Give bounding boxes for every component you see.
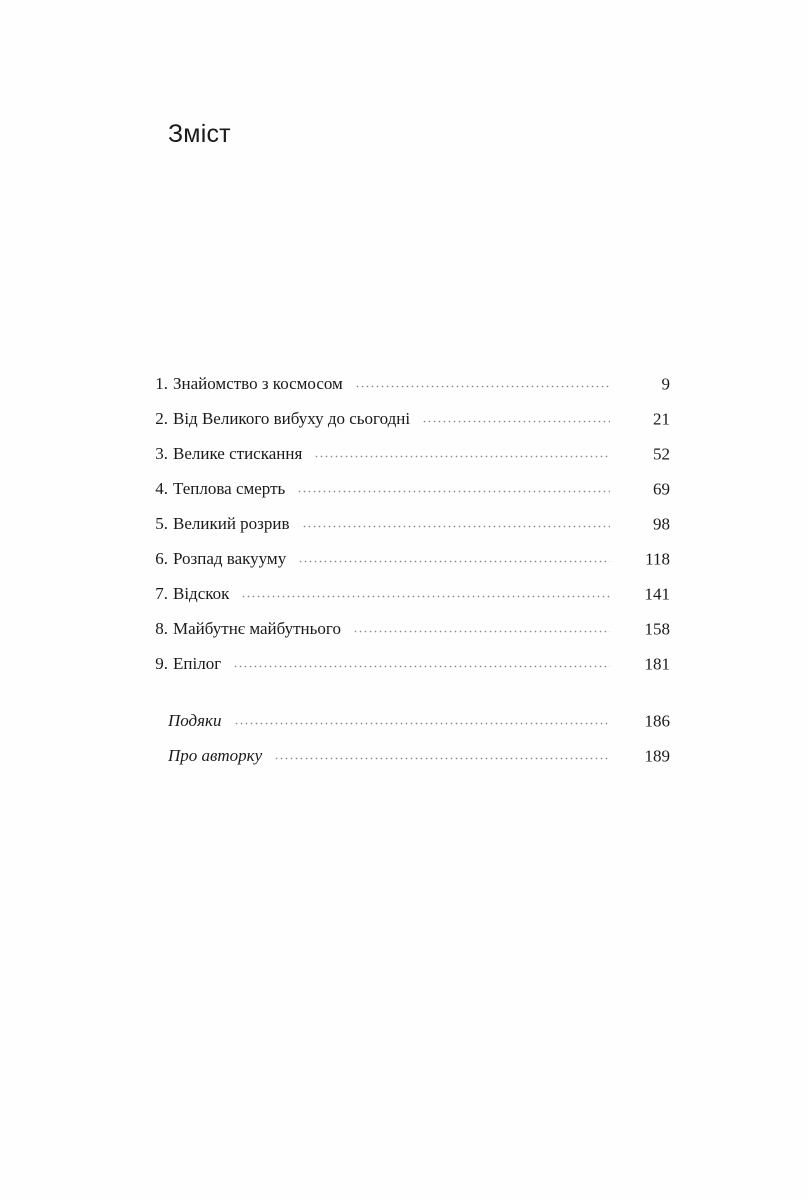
toc-row-6 bbox=[142, 541, 670, 576]
toc-row-about-author bbox=[142, 738, 670, 773]
page-number: 9 bbox=[661, 374, 670, 393]
chapter-title: Знайомство з космосом bbox=[173, 374, 343, 393]
chapter-number: 9. bbox=[155, 654, 168, 673]
toc-row-1 bbox=[142, 366, 670, 401]
page-number: 158 bbox=[644, 619, 670, 638]
section-spacer bbox=[142, 681, 670, 703]
dot-leader bbox=[298, 560, 610, 563]
toc-row-8 bbox=[142, 611, 670, 646]
toc-row-4 bbox=[142, 471, 670, 506]
section-title: Про авторку bbox=[168, 746, 263, 765]
chapter-title: Від Великого вибуху до сьогодні bbox=[173, 409, 411, 428]
page-title: Зміст bbox=[168, 120, 231, 148]
toc-row-2 bbox=[142, 401, 670, 436]
page-number: 69 bbox=[653, 479, 670, 498]
dot-leader bbox=[302, 525, 610, 528]
dot-leader bbox=[234, 722, 610, 725]
chapter-title: Епілог bbox=[173, 654, 222, 673]
dot-leader bbox=[314, 455, 610, 458]
chapter-title: Теплова смерть bbox=[173, 479, 286, 498]
chapter-title: Розпад вакууму bbox=[173, 549, 287, 568]
chapter-number: 1. bbox=[155, 374, 168, 393]
chapter-title: Великий розрив bbox=[173, 514, 290, 533]
page-number: 98 bbox=[653, 514, 670, 533]
section-title: Подяки bbox=[168, 711, 222, 730]
toc-row-acknowledgements bbox=[142, 703, 670, 738]
dot-leader bbox=[355, 385, 610, 388]
chapter-title: Велике стискання bbox=[173, 444, 303, 463]
table-of-contents bbox=[142, 366, 670, 773]
chapter-title: Відскок bbox=[173, 584, 230, 603]
chapter-number: 5. bbox=[155, 514, 168, 533]
chapter-title: Майбутнє майбутнього bbox=[173, 619, 341, 638]
toc-row-9 bbox=[142, 646, 670, 681]
dot-leader bbox=[241, 595, 610, 598]
chapter-number: 3. bbox=[155, 444, 168, 463]
page-number: 118 bbox=[645, 549, 670, 568]
toc-row-5 bbox=[142, 506, 670, 541]
dot-leader bbox=[353, 630, 610, 633]
chapter-number: 8. bbox=[155, 619, 168, 638]
page-number: 21 bbox=[653, 409, 670, 428]
toc-row-3 bbox=[142, 436, 670, 471]
page-number: 186 bbox=[644, 711, 670, 730]
dot-leader bbox=[233, 665, 610, 668]
chapter-number: 2. bbox=[155, 409, 168, 428]
chapter-number: 4. bbox=[155, 479, 168, 498]
toc-row-7 bbox=[142, 576, 670, 611]
chapter-number: 6. bbox=[155, 549, 168, 568]
page-number: 181 bbox=[644, 654, 670, 673]
page-number: 189 bbox=[644, 746, 670, 765]
chapter-number: 7. bbox=[155, 584, 168, 603]
page-number: 52 bbox=[653, 444, 670, 463]
dot-leader bbox=[422, 420, 610, 423]
page-number: 141 bbox=[644, 584, 670, 603]
dot-leader bbox=[297, 490, 610, 493]
dot-leader bbox=[274, 757, 610, 760]
